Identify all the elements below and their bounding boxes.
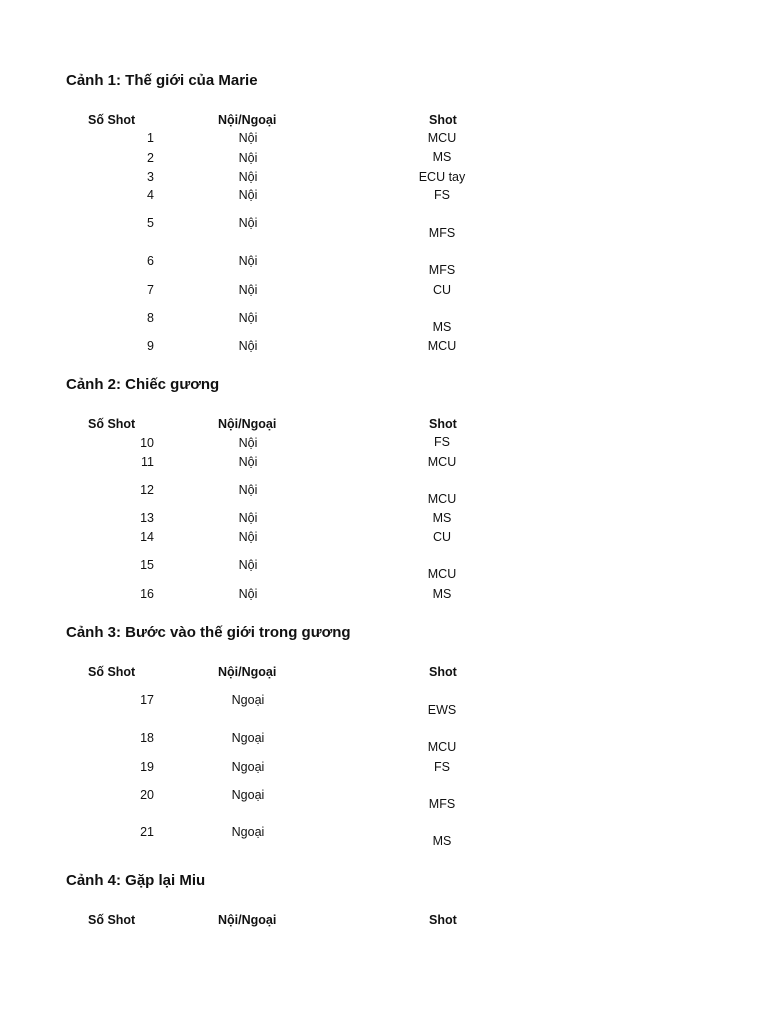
header-shot: Shot bbox=[429, 913, 457, 927]
shot-type: MCU bbox=[427, 455, 457, 469]
shot-type: MCU bbox=[427, 740, 457, 754]
shot-type: MS bbox=[432, 511, 452, 525]
shot-number: 14 bbox=[140, 530, 154, 544]
shot-number: 1 bbox=[147, 131, 154, 145]
shot-type: MCU bbox=[427, 131, 457, 145]
shot-type: MCU bbox=[427, 567, 457, 581]
int-ext-value: Nội bbox=[238, 587, 258, 601]
shot-number: 9 bbox=[147, 339, 154, 353]
shot-type: MFS bbox=[428, 226, 456, 240]
shot-number: 8 bbox=[147, 311, 154, 325]
shot-type: MFS bbox=[428, 797, 456, 811]
int-ext-value: Ngoại bbox=[231, 760, 265, 774]
shot-number: 15 bbox=[140, 558, 154, 572]
shot-type: MCU bbox=[427, 339, 457, 353]
shot-number: 12 bbox=[140, 483, 154, 497]
shot-type: MS bbox=[432, 320, 452, 334]
shot-number: 10 bbox=[140, 436, 154, 450]
int-ext-value: Nội bbox=[238, 436, 258, 450]
int-ext-value: Nội bbox=[238, 254, 258, 268]
int-ext-value: Ngoại bbox=[231, 731, 265, 745]
shot-type: MS bbox=[432, 150, 452, 164]
shot-number: 17 bbox=[140, 693, 154, 707]
int-ext-value: Nội bbox=[238, 339, 258, 353]
shot-number: 2 bbox=[147, 151, 154, 165]
header-int-ext: Nội/Ngoại bbox=[218, 665, 277, 679]
int-ext-value: Nội bbox=[238, 131, 258, 145]
int-ext-value: Nội bbox=[238, 455, 258, 469]
shot-number: 20 bbox=[140, 788, 154, 802]
scene-title: Cảnh 4: Gặp lại Miu bbox=[66, 872, 206, 889]
header-shot-number: Số Shot bbox=[88, 417, 136, 431]
shot-type: MFS bbox=[428, 263, 456, 277]
shot-type: ECU tay bbox=[418, 170, 466, 184]
shot-number: 4 bbox=[147, 188, 154, 202]
int-ext-value: Nội bbox=[238, 188, 258, 202]
shot-type: CU bbox=[432, 283, 452, 297]
int-ext-value: Nội bbox=[238, 283, 258, 297]
int-ext-value: Ngoại bbox=[231, 825, 265, 839]
scene-title: Cảnh 1: Thế giới của Marie bbox=[66, 72, 258, 89]
shot-number: 19 bbox=[140, 760, 154, 774]
shot-number: 21 bbox=[140, 825, 154, 839]
int-ext-value: Nội bbox=[238, 558, 258, 572]
shot-type: EWS bbox=[427, 703, 457, 717]
header-shot-number: Số Shot bbox=[88, 913, 136, 927]
header-shot-number: Số Shot bbox=[88, 113, 136, 127]
shot-number: 13 bbox=[140, 511, 154, 525]
header-shot: Shot bbox=[429, 113, 457, 127]
shot-type: FS bbox=[434, 188, 450, 202]
int-ext-value: Ngoại bbox=[231, 693, 265, 707]
scene-title: Cảnh 3: Bước vào thế giới trong gương bbox=[66, 624, 351, 641]
scene-title: Cảnh 2: Chiếc gương bbox=[66, 376, 220, 393]
int-ext-value: Nội bbox=[238, 530, 258, 544]
shot-number: 5 bbox=[147, 216, 154, 230]
shot-type: MS bbox=[432, 834, 452, 848]
shot-type: FS bbox=[434, 435, 450, 449]
shot-number: 7 bbox=[147, 283, 154, 297]
int-ext-value: Nội bbox=[238, 483, 258, 497]
shot-type: FS bbox=[434, 760, 450, 774]
int-ext-value: Nội bbox=[238, 151, 258, 165]
int-ext-value: Nội bbox=[238, 170, 258, 184]
shot-number: 11 bbox=[141, 455, 154, 469]
int-ext-value: Nội bbox=[238, 216, 258, 230]
shot-number: 16 bbox=[140, 587, 154, 601]
header-int-ext: Nội/Ngoại bbox=[218, 913, 277, 927]
int-ext-value: Nội bbox=[238, 511, 258, 525]
header-int-ext: Nội/Ngoại bbox=[218, 417, 277, 431]
shot-number: 18 bbox=[140, 731, 154, 745]
header-shot: Shot bbox=[429, 417, 457, 431]
int-ext-value: Nội bbox=[238, 311, 258, 325]
shot-type: MCU bbox=[427, 492, 457, 506]
shot-number: 6 bbox=[147, 254, 154, 268]
shot-number: 3 bbox=[147, 170, 154, 184]
shot-type: MS bbox=[432, 587, 452, 601]
header-shot-number: Số Shot bbox=[88, 665, 136, 679]
shot-type: CU bbox=[432, 530, 452, 544]
header-int-ext: Nội/Ngoại bbox=[218, 113, 277, 127]
int-ext-value: Ngoại bbox=[231, 788, 265, 802]
header-shot: Shot bbox=[429, 665, 457, 679]
